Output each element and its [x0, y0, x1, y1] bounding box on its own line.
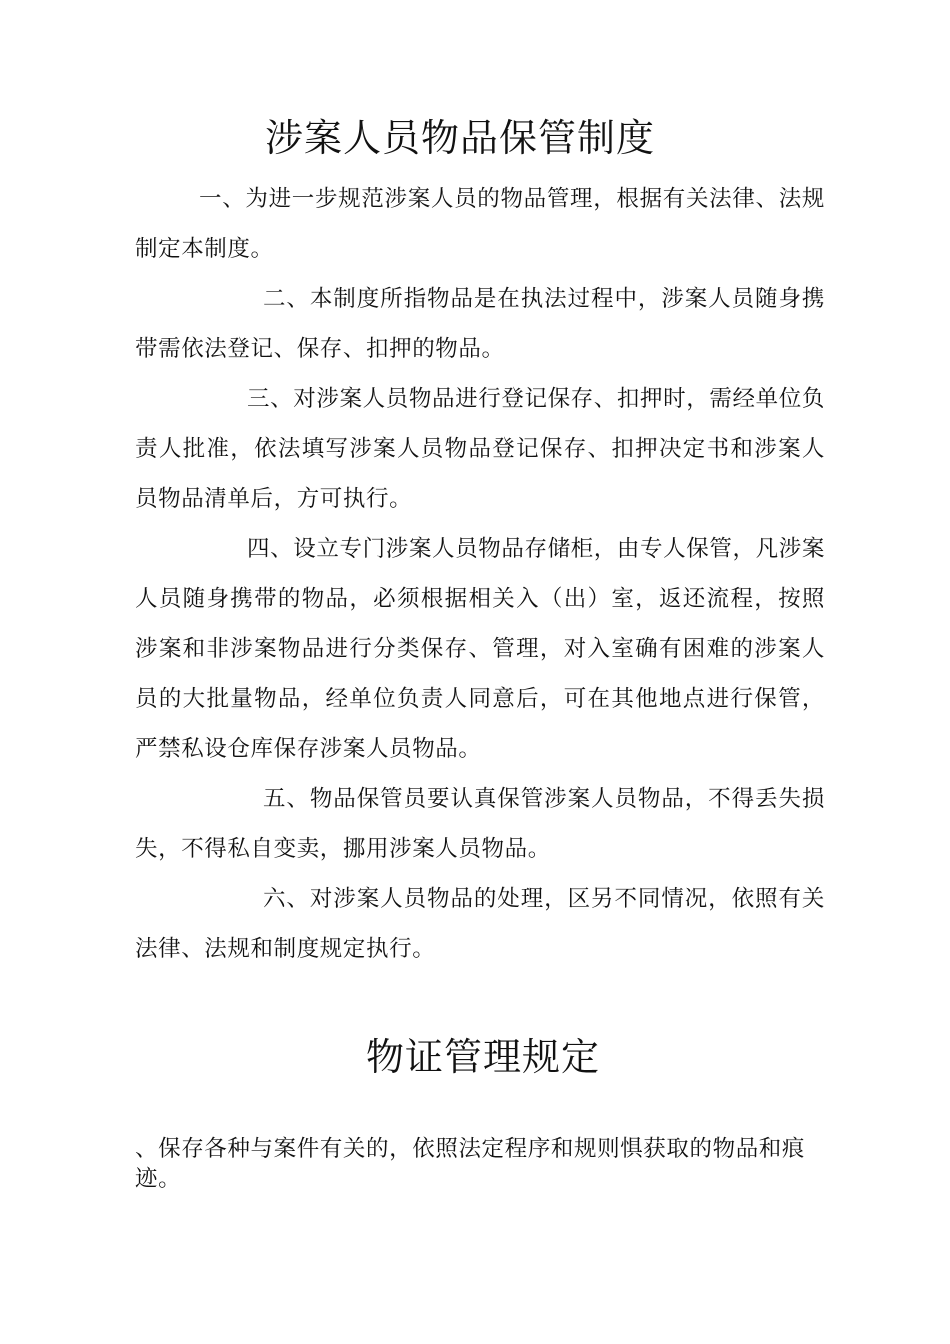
definition-paragraph: 、保存各种与案件有关的，依照法定程序和规则惧获取的物品和痕迹。 — [135, 1136, 805, 1192]
document-title: 涉案人员物品保管制度 — [264, 116, 655, 160]
paragraph-3: 三、对涉案人员物品进行登记保存、扣押时，需经单位负责人批准，依法填写涉案人员物品登记保存、扣押决定书和涉案人员物品清单后，方可执行。 — [135, 386, 825, 512]
paragraph-2: 二、本制度所指物品是在执法过程中，涉案人员随身携带需依法登记、保存、扣押的物品。 — [135, 286, 825, 362]
paragraph-6: 六、对涉案人员物品的处理，区另不同情况，依照有关法律、法规和制度规定执行。 — [135, 886, 825, 962]
paragraph-4: 四、设立专门涉案人员物品存储柜，由专人保管，凡涉案人员随身携带的物品，必须根据相关入（出）室，返还流程，按照涉案和非涉案物品进行分类保存、管理，对入室确有困难的涉案人员的大批量物品，经单位负责人同意后，可在其他地点进行保管，严禁私设仓库保存涉案人员物品。 — [135, 536, 825, 762]
paragraph-1: 一、为进一步规范涉案人员的物品管理，根据有关法律、法规制定本制度。 — [135, 186, 825, 262]
paragraph-5: 五、物品保管员要认真保管涉案人员物品，不得丢失损失，不得私自变卖，挪用涉案人员物品。 — [135, 786, 825, 862]
section-title: 物证管理规定 — [365, 1035, 600, 1079]
